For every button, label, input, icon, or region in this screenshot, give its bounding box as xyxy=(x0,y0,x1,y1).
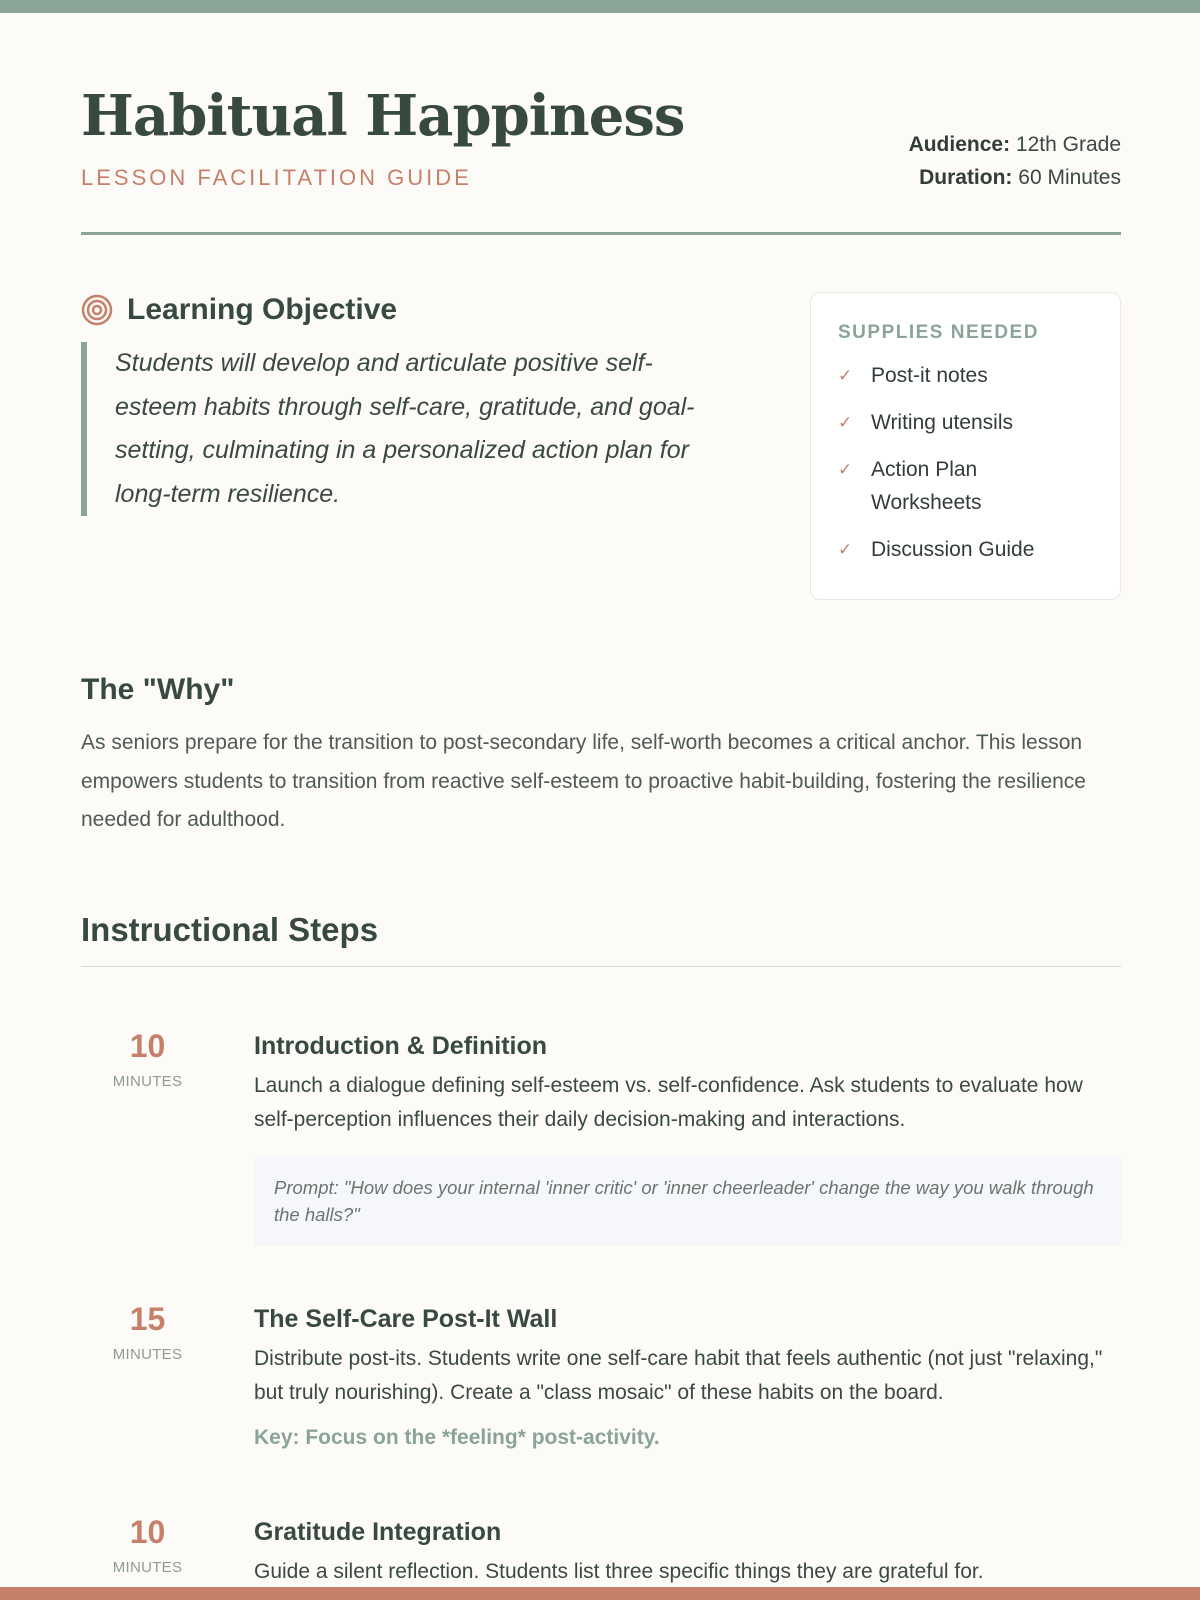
audience-line xyxy=(909,128,1121,161)
why-section xyxy=(81,670,1121,840)
check-icon: ✓ xyxy=(838,413,853,432)
duration-label: Duration: xyxy=(919,166,1013,189)
supply-item xyxy=(838,406,1093,439)
step-unit: MINUTES xyxy=(112,1346,183,1363)
header xyxy=(81,80,1121,236)
page-title: Habitual Happiness xyxy=(81,83,685,149)
objective-text: Students will develop and articulate positive self-esteem habits through self-care, gratitude, and goal-setting, culminating in a personalized action plan for long-term resilience. xyxy=(81,342,731,516)
header-divider xyxy=(81,232,1121,235)
step-unit: MINUTES xyxy=(112,1559,183,1576)
step-content xyxy=(254,1026,1121,1246)
step-description: Distribute post-its. Students write one self-care habit that feels authentic (not just "relaxing," but truly nourishing). Create a "class mosaic" of these habits on the board. xyxy=(254,1347,1103,1404)
step-content xyxy=(254,1512,1121,1587)
step-unit: MINUTES xyxy=(112,1073,183,1090)
objective-title: Learning Objective xyxy=(127,293,398,326)
supplies-list xyxy=(838,359,1093,566)
why-title: The "Why" xyxy=(81,673,235,706)
step-description: Guide a silent reflection. Students list three specific things they are grateful for. xyxy=(254,1560,984,1583)
step-title: The Self-Care Post-It Wall xyxy=(254,1305,558,1333)
target-icon xyxy=(81,294,113,326)
step-content xyxy=(254,1299,1121,1453)
step-duration xyxy=(81,1026,214,1092)
objective-heading xyxy=(81,290,731,330)
duration-line xyxy=(909,161,1121,194)
steps-title: Instructional Steps xyxy=(81,911,379,948)
lesson-meta xyxy=(909,128,1121,194)
supply-item xyxy=(838,533,1093,566)
step-title: Gratitude Integration xyxy=(254,1518,502,1546)
audience-value: 12th Grade xyxy=(1015,133,1121,156)
step-description: Launch a dialogue defining self-esteem vs. self-confidence. Ask students to evaluate how self-perception influences their daily decision-making and interactions. xyxy=(254,1074,1083,1131)
step-minutes: 10 xyxy=(129,1028,166,1064)
duration-value: 60 Minutes xyxy=(1018,166,1121,189)
step-minutes: 10 xyxy=(129,1514,166,1550)
step-duration xyxy=(81,1512,214,1578)
check-icon: ✓ xyxy=(838,540,853,559)
bottom-accent-bar xyxy=(0,1587,1200,1600)
learning-objective xyxy=(81,290,731,516)
check-icon: ✓ xyxy=(838,460,853,479)
supply-label: Post-it notes xyxy=(871,364,988,387)
supply-item xyxy=(838,359,1093,392)
steps-divider xyxy=(81,966,1121,967)
audience-label: Audience: xyxy=(908,133,1011,156)
why-text: As seniors prepare for the transition to post-secondary life, self-worth becomes a critical anchor. This lesson empowers students to transition from reactive self-esteem to proactive habit-building, fostering the resilience needed for adulthood. xyxy=(81,731,1086,831)
check-icon: ✓ xyxy=(838,366,853,385)
page-subtitle: LESSON FACILITATION GUIDE xyxy=(81,165,472,190)
supply-label: Action Plan Worksheets xyxy=(871,458,982,514)
step-title: Introduction & Definition xyxy=(254,1032,548,1060)
step-prompt: Prompt: "How does your internal 'inner critic' or 'inner cheerleader' change the way you walk through the halls?" xyxy=(254,1156,1121,1246)
supply-item xyxy=(838,453,1093,519)
supply-label: Writing utensils xyxy=(871,411,1013,434)
step-duration xyxy=(81,1299,214,1365)
supplies-title: SUPPLIES NEEDED xyxy=(838,322,1039,343)
step-minutes: 15 xyxy=(129,1301,166,1337)
lesson-page xyxy=(81,0,1121,1587)
supply-label: Discussion Guide xyxy=(871,538,1035,561)
step-key-note: Key: Focus on the *feeling* post-activity. xyxy=(254,1426,660,1449)
supplies-card xyxy=(810,292,1121,600)
